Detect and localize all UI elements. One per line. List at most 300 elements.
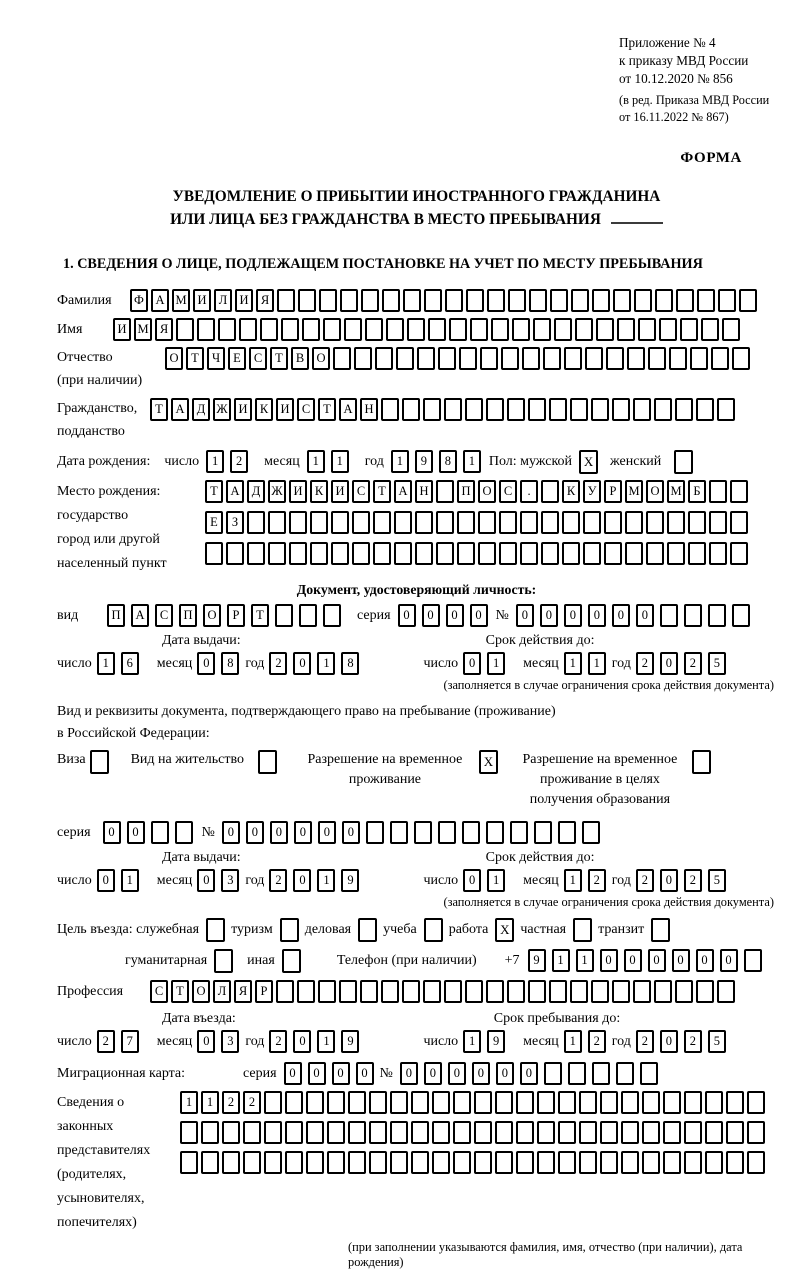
char-cell[interactable]: 1 bbox=[121, 869, 139, 892]
char-cell[interactable]: 0 bbox=[400, 1062, 418, 1085]
char-cell[interactable]: С bbox=[150, 980, 168, 1003]
char-cell[interactable] bbox=[318, 980, 336, 1003]
char-cell[interactable]: 0 bbox=[540, 604, 558, 627]
char-cell[interactable] bbox=[680, 318, 698, 341]
char-cell[interactable] bbox=[510, 821, 528, 844]
char-cell[interactable] bbox=[621, 1121, 639, 1144]
char-cell[interactable]: 2 bbox=[269, 652, 287, 675]
char-cell[interactable]: 2 bbox=[588, 869, 606, 892]
char-cell[interactable]: Ж bbox=[213, 398, 231, 421]
char-cell[interactable]: 0 bbox=[696, 949, 714, 972]
char-cell[interactable] bbox=[688, 542, 706, 565]
char-cell[interactable]: 2 bbox=[684, 869, 702, 892]
char-cell[interactable]: 1 bbox=[206, 450, 224, 473]
char-cell[interactable] bbox=[462, 821, 480, 844]
char-cell[interactable]: 0 bbox=[318, 821, 336, 844]
char-cell[interactable]: М bbox=[625, 480, 643, 503]
char-cell[interactable] bbox=[675, 398, 693, 421]
char-cell[interactable] bbox=[596, 318, 614, 341]
char-cell[interactable]: 0 bbox=[600, 949, 618, 972]
char-cell[interactable]: Т bbox=[318, 398, 336, 421]
char-cell[interactable]: 0 bbox=[342, 821, 360, 844]
char-cell[interactable] bbox=[396, 347, 414, 370]
char-cell[interactable] bbox=[660, 604, 678, 627]
char-cell[interactable] bbox=[544, 1062, 562, 1085]
char-cell[interactable] bbox=[247, 511, 265, 534]
char-cell[interactable]: А bbox=[171, 398, 189, 421]
char-cell[interactable]: 1 bbox=[180, 1091, 198, 1114]
char-cell[interactable]: 0 bbox=[624, 949, 642, 972]
char-cell[interactable] bbox=[507, 398, 525, 421]
char-cell[interactable] bbox=[554, 318, 572, 341]
char-cell[interactable]: Я bbox=[234, 980, 252, 1003]
char-cell[interactable]: 0 bbox=[424, 1062, 442, 1085]
char-cell[interactable] bbox=[340, 289, 358, 312]
char-cell[interactable] bbox=[339, 980, 357, 1003]
char-cell[interactable] bbox=[642, 1121, 660, 1144]
char-cell[interactable] bbox=[558, 1091, 576, 1114]
char-cell[interactable] bbox=[739, 289, 757, 312]
char-cell[interactable] bbox=[520, 542, 538, 565]
char-cell[interactable] bbox=[465, 980, 483, 1003]
char-cell[interactable]: 0 bbox=[564, 604, 582, 627]
char-cell[interactable]: 1 bbox=[576, 949, 594, 972]
char-cell[interactable]: 0 bbox=[446, 604, 464, 627]
char-cell[interactable]: М bbox=[172, 289, 190, 312]
char-cell[interactable] bbox=[541, 480, 559, 503]
char-cell[interactable]: Т bbox=[186, 347, 204, 370]
char-cell[interactable] bbox=[520, 511, 538, 534]
char-cell[interactable]: 0 bbox=[516, 604, 534, 627]
char-cell[interactable]: Ф bbox=[130, 289, 148, 312]
char-cell[interactable] bbox=[302, 318, 320, 341]
char-cell[interactable]: И bbox=[193, 289, 211, 312]
char-cell[interactable] bbox=[360, 980, 378, 1003]
char-cell[interactable] bbox=[277, 289, 295, 312]
char-cell[interactable] bbox=[390, 821, 408, 844]
char-cell[interactable] bbox=[501, 347, 519, 370]
char-cell[interactable] bbox=[390, 1121, 408, 1144]
char-cell[interactable] bbox=[612, 398, 630, 421]
char-cell[interactable]: К bbox=[255, 398, 273, 421]
char-cell[interactable] bbox=[453, 1091, 471, 1114]
char-cell[interactable]: 0 bbox=[520, 1062, 538, 1085]
char-cell[interactable]: 0 bbox=[612, 604, 630, 627]
char-cell[interactable] bbox=[663, 1121, 681, 1144]
char-cell[interactable] bbox=[654, 398, 672, 421]
char-cell[interactable] bbox=[486, 821, 504, 844]
char-cell[interactable] bbox=[239, 318, 257, 341]
char-cell[interactable] bbox=[701, 318, 719, 341]
checkbox-purpose-private[interactable] bbox=[573, 918, 592, 942]
char-cell[interactable] bbox=[403, 289, 421, 312]
char-cell[interactable]: 1 bbox=[487, 652, 505, 675]
char-cell[interactable] bbox=[621, 1151, 639, 1174]
char-cell[interactable]: Р bbox=[255, 980, 273, 1003]
char-cell[interactable] bbox=[613, 289, 631, 312]
char-cell[interactable] bbox=[394, 542, 412, 565]
char-cell[interactable] bbox=[344, 318, 362, 341]
char-cell[interactable] bbox=[705, 1151, 723, 1174]
char-cell[interactable] bbox=[537, 1151, 555, 1174]
char-cell[interactable] bbox=[717, 398, 735, 421]
char-cell[interactable] bbox=[331, 511, 349, 534]
char-cell[interactable]: 1 bbox=[317, 1030, 335, 1053]
char-cell[interactable]: С bbox=[249, 347, 267, 370]
char-cell[interactable]: Б bbox=[688, 480, 706, 503]
char-cell[interactable] bbox=[495, 1151, 513, 1174]
char-cell[interactable] bbox=[264, 1121, 282, 1144]
char-cell[interactable]: 0 bbox=[246, 821, 264, 844]
char-cell[interactable] bbox=[600, 1121, 618, 1144]
char-cell[interactable] bbox=[684, 604, 702, 627]
char-cell[interactable] bbox=[275, 604, 293, 627]
char-cell[interactable]: 0 bbox=[332, 1062, 350, 1085]
char-cell[interactable] bbox=[667, 542, 685, 565]
char-cell[interactable]: 0 bbox=[588, 604, 606, 627]
char-cell[interactable] bbox=[218, 318, 236, 341]
char-cell[interactable] bbox=[415, 542, 433, 565]
char-cell[interactable] bbox=[289, 542, 307, 565]
char-cell[interactable] bbox=[373, 542, 391, 565]
char-cell[interactable]: 1 bbox=[307, 450, 325, 473]
char-cell[interactable] bbox=[201, 1151, 219, 1174]
char-cell[interactable]: 1 bbox=[463, 450, 481, 473]
char-cell[interactable] bbox=[445, 289, 463, 312]
char-cell[interactable] bbox=[528, 398, 546, 421]
char-cell[interactable] bbox=[432, 1121, 450, 1144]
char-cell[interactable] bbox=[352, 511, 370, 534]
char-cell[interactable] bbox=[361, 289, 379, 312]
char-cell[interactable] bbox=[197, 318, 215, 341]
char-cell[interactable]: 0 bbox=[448, 1062, 466, 1085]
char-cell[interactable] bbox=[717, 980, 735, 1003]
char-cell[interactable] bbox=[381, 980, 399, 1003]
char-cell[interactable]: 2 bbox=[269, 1030, 287, 1053]
char-cell[interactable] bbox=[306, 1091, 324, 1114]
char-cell[interactable] bbox=[730, 511, 748, 534]
char-cell[interactable] bbox=[285, 1151, 303, 1174]
char-cell[interactable] bbox=[711, 347, 729, 370]
char-cell[interactable]: 8 bbox=[341, 652, 359, 675]
char-cell[interactable] bbox=[675, 980, 693, 1003]
char-cell[interactable] bbox=[705, 1091, 723, 1114]
char-cell[interactable] bbox=[428, 318, 446, 341]
char-cell[interactable]: В bbox=[291, 347, 309, 370]
char-cell[interactable] bbox=[470, 318, 488, 341]
char-cell[interactable] bbox=[474, 1121, 492, 1144]
char-cell[interactable] bbox=[268, 542, 286, 565]
char-cell[interactable] bbox=[375, 347, 393, 370]
char-cell[interactable] bbox=[407, 318, 425, 341]
char-cell[interactable]: 0 bbox=[293, 1030, 311, 1053]
char-cell[interactable] bbox=[575, 318, 593, 341]
char-cell[interactable]: И bbox=[235, 289, 253, 312]
char-cell[interactable] bbox=[696, 398, 714, 421]
char-cell[interactable] bbox=[558, 1151, 576, 1174]
char-cell[interactable] bbox=[323, 604, 341, 627]
char-cell[interactable]: 0 bbox=[284, 1062, 302, 1085]
char-cell[interactable] bbox=[390, 1091, 408, 1114]
char-cell[interactable] bbox=[453, 1151, 471, 1174]
char-cell[interactable]: А bbox=[394, 480, 412, 503]
char-cell[interactable]: 0 bbox=[103, 821, 121, 844]
char-cell[interactable] bbox=[348, 1091, 366, 1114]
char-cell[interactable] bbox=[373, 511, 391, 534]
char-cell[interactable] bbox=[558, 821, 576, 844]
char-cell[interactable] bbox=[516, 1121, 534, 1144]
char-cell[interactable] bbox=[491, 318, 509, 341]
char-cell[interactable] bbox=[381, 398, 399, 421]
char-cell[interactable] bbox=[571, 289, 589, 312]
char-cell[interactable] bbox=[432, 1151, 450, 1174]
char-cell[interactable] bbox=[708, 604, 726, 627]
char-cell[interactable]: О bbox=[312, 347, 330, 370]
char-cell[interactable]: 0 bbox=[470, 604, 488, 627]
char-cell[interactable] bbox=[495, 1091, 513, 1114]
char-cell[interactable] bbox=[310, 542, 328, 565]
char-cell[interactable] bbox=[487, 289, 505, 312]
char-cell[interactable]: 0 bbox=[463, 869, 481, 892]
char-cell[interactable] bbox=[247, 542, 265, 565]
char-cell[interactable]: 0 bbox=[496, 1062, 514, 1085]
char-cell[interactable] bbox=[436, 542, 454, 565]
char-cell[interactable] bbox=[175, 821, 193, 844]
char-cell[interactable] bbox=[508, 289, 526, 312]
char-cell[interactable] bbox=[568, 1062, 586, 1085]
char-cell[interactable]: П bbox=[107, 604, 125, 627]
char-cell[interactable] bbox=[732, 347, 750, 370]
checkbox-purpose-tourism[interactable] bbox=[280, 918, 299, 942]
char-cell[interactable] bbox=[243, 1121, 261, 1144]
char-cell[interactable]: 2 bbox=[230, 450, 248, 473]
char-cell[interactable]: И bbox=[289, 480, 307, 503]
char-cell[interactable] bbox=[180, 1151, 198, 1174]
char-cell[interactable]: Т bbox=[270, 347, 288, 370]
char-cell[interactable] bbox=[424, 289, 442, 312]
char-cell[interactable] bbox=[243, 1151, 261, 1174]
char-cell[interactable] bbox=[297, 980, 315, 1003]
char-cell[interactable] bbox=[663, 1091, 681, 1114]
char-cell[interactable] bbox=[726, 1091, 744, 1114]
char-cell[interactable]: 0 bbox=[356, 1062, 374, 1085]
char-cell[interactable] bbox=[285, 1091, 303, 1114]
char-cell[interactable] bbox=[411, 1121, 429, 1144]
char-cell[interactable] bbox=[369, 1121, 387, 1144]
char-cell[interactable]: 9 bbox=[528, 949, 546, 972]
char-cell[interactable] bbox=[281, 318, 299, 341]
checkbox-temp-residence-edu[interactable] bbox=[692, 750, 711, 774]
char-cell[interactable] bbox=[444, 398, 462, 421]
char-cell[interactable] bbox=[638, 318, 656, 341]
char-cell[interactable] bbox=[633, 398, 651, 421]
char-cell[interactable]: 7 bbox=[121, 1030, 139, 1053]
char-cell[interactable]: Н bbox=[360, 398, 378, 421]
checkbox-sex-female[interactable] bbox=[674, 450, 693, 474]
char-cell[interactable] bbox=[474, 1091, 492, 1114]
char-cell[interactable] bbox=[543, 347, 561, 370]
char-cell[interactable]: М bbox=[134, 318, 152, 341]
char-cell[interactable] bbox=[648, 347, 666, 370]
char-cell[interactable] bbox=[486, 398, 504, 421]
checkbox-temp-residence[interactable]: X bbox=[479, 750, 498, 774]
char-cell[interactable] bbox=[529, 289, 547, 312]
checkbox-sex-male[interactable]: X bbox=[579, 450, 598, 474]
char-cell[interactable] bbox=[449, 318, 467, 341]
checkbox-purpose-business[interactable] bbox=[358, 918, 377, 942]
char-cell[interactable]: 2 bbox=[97, 1030, 115, 1053]
char-cell[interactable] bbox=[507, 980, 525, 1003]
char-cell[interactable] bbox=[268, 511, 286, 534]
char-cell[interactable]: Ж bbox=[268, 480, 286, 503]
char-cell[interactable] bbox=[726, 1151, 744, 1174]
char-cell[interactable] bbox=[690, 347, 708, 370]
checkbox-purpose-humanitarian[interactable] bbox=[214, 949, 233, 973]
char-cell[interactable]: 2 bbox=[636, 869, 654, 892]
char-cell[interactable] bbox=[534, 821, 552, 844]
char-cell[interactable]: 0 bbox=[472, 1062, 490, 1085]
char-cell[interactable]: 1 bbox=[564, 652, 582, 675]
char-cell[interactable]: Н bbox=[415, 480, 433, 503]
char-cell[interactable] bbox=[453, 1121, 471, 1144]
char-cell[interactable] bbox=[621, 1091, 639, 1114]
char-cell[interactable]: П bbox=[179, 604, 197, 627]
char-cell[interactable]: 1 bbox=[331, 450, 349, 473]
char-cell[interactable] bbox=[366, 821, 384, 844]
char-cell[interactable] bbox=[533, 318, 551, 341]
char-cell[interactable] bbox=[558, 1121, 576, 1144]
char-cell[interactable]: 1 bbox=[588, 652, 606, 675]
char-cell[interactable]: 0 bbox=[720, 949, 738, 972]
char-cell[interactable] bbox=[264, 1151, 282, 1174]
char-cell[interactable] bbox=[684, 1121, 702, 1144]
char-cell[interactable]: Л bbox=[213, 980, 231, 1003]
char-cell[interactable]: С bbox=[297, 398, 315, 421]
char-cell[interactable] bbox=[655, 289, 673, 312]
char-cell[interactable]: З bbox=[226, 511, 244, 534]
char-cell[interactable]: М bbox=[667, 480, 685, 503]
char-cell[interactable] bbox=[722, 318, 740, 341]
char-cell[interactable] bbox=[512, 318, 530, 341]
char-cell[interactable] bbox=[354, 347, 372, 370]
char-cell[interactable] bbox=[606, 347, 624, 370]
char-cell[interactable] bbox=[640, 1062, 658, 1085]
char-cell[interactable]: С bbox=[499, 480, 517, 503]
char-cell[interactable]: А bbox=[151, 289, 169, 312]
char-cell[interactable] bbox=[289, 511, 307, 534]
char-cell[interactable] bbox=[591, 980, 609, 1003]
char-cell[interactable]: 0 bbox=[197, 1030, 215, 1053]
char-cell[interactable] bbox=[436, 480, 454, 503]
char-cell[interactable] bbox=[465, 398, 483, 421]
char-cell[interactable]: 0 bbox=[270, 821, 288, 844]
char-cell[interactable] bbox=[732, 604, 750, 627]
char-cell[interactable] bbox=[730, 480, 748, 503]
char-cell[interactable]: Р bbox=[604, 480, 622, 503]
char-cell[interactable] bbox=[495, 1121, 513, 1144]
char-cell[interactable] bbox=[478, 511, 496, 534]
char-cell[interactable] bbox=[331, 542, 349, 565]
char-cell[interactable] bbox=[562, 542, 580, 565]
char-cell[interactable]: Д bbox=[192, 398, 210, 421]
char-cell[interactable] bbox=[402, 980, 420, 1003]
char-cell[interactable]: 5 bbox=[708, 869, 726, 892]
char-cell[interactable]: 3 bbox=[221, 869, 239, 892]
char-cell[interactable] bbox=[432, 1091, 450, 1114]
char-cell[interactable] bbox=[570, 980, 588, 1003]
char-cell[interactable] bbox=[562, 511, 580, 534]
char-cell[interactable] bbox=[499, 542, 517, 565]
char-cell[interactable] bbox=[579, 1091, 597, 1114]
char-cell[interactable] bbox=[634, 289, 652, 312]
char-cell[interactable]: 0 bbox=[660, 869, 678, 892]
char-cell[interactable] bbox=[480, 347, 498, 370]
char-cell[interactable]: 2 bbox=[684, 652, 702, 675]
char-cell[interactable] bbox=[549, 398, 567, 421]
char-cell[interactable]: Л bbox=[214, 289, 232, 312]
char-cell[interactable] bbox=[617, 318, 635, 341]
char-cell[interactable] bbox=[604, 542, 622, 565]
char-cell[interactable]: С bbox=[352, 480, 370, 503]
char-cell[interactable] bbox=[541, 542, 559, 565]
char-cell[interactable] bbox=[592, 289, 610, 312]
char-cell[interactable] bbox=[260, 318, 278, 341]
char-cell[interactable]: 5 bbox=[708, 652, 726, 675]
char-cell[interactable]: 3 bbox=[221, 1030, 239, 1053]
char-cell[interactable] bbox=[604, 511, 622, 534]
char-cell[interactable]: 8 bbox=[221, 652, 239, 675]
char-cell[interactable] bbox=[642, 1091, 660, 1114]
char-cell[interactable]: У bbox=[583, 480, 601, 503]
char-cell[interactable] bbox=[299, 604, 317, 627]
char-cell[interactable] bbox=[684, 1151, 702, 1174]
char-cell[interactable]: Т bbox=[373, 480, 391, 503]
char-cell[interactable] bbox=[612, 980, 630, 1003]
char-cell[interactable]: 1 bbox=[317, 652, 335, 675]
char-cell[interactable]: 0 bbox=[294, 821, 312, 844]
char-cell[interactable] bbox=[386, 318, 404, 341]
char-cell[interactable] bbox=[579, 1151, 597, 1174]
char-cell[interactable] bbox=[646, 542, 664, 565]
checkbox-visa[interactable] bbox=[90, 750, 109, 774]
char-cell[interactable]: О bbox=[203, 604, 221, 627]
char-cell[interactable] bbox=[365, 318, 383, 341]
char-cell[interactable]: Я bbox=[155, 318, 173, 341]
char-cell[interactable]: 1 bbox=[463, 1030, 481, 1053]
checkbox-purpose-official[interactable] bbox=[206, 918, 225, 942]
char-cell[interactable]: 0 bbox=[672, 949, 690, 972]
char-cell[interactable] bbox=[499, 511, 517, 534]
char-cell[interactable] bbox=[709, 511, 727, 534]
char-cell[interactable] bbox=[436, 511, 454, 534]
char-cell[interactable]: 0 bbox=[127, 821, 145, 844]
char-cell[interactable] bbox=[285, 1121, 303, 1144]
checkbox-residence-permit[interactable] bbox=[258, 750, 277, 774]
char-cell[interactable] bbox=[390, 1151, 408, 1174]
char-cell[interactable]: 8 bbox=[439, 450, 457, 473]
char-cell[interactable] bbox=[570, 398, 588, 421]
char-cell[interactable] bbox=[582, 821, 600, 844]
checkbox-purpose-study[interactable] bbox=[424, 918, 443, 942]
char-cell[interactable]: 5 bbox=[708, 1030, 726, 1053]
char-cell[interactable] bbox=[730, 542, 748, 565]
char-cell[interactable] bbox=[310, 511, 328, 534]
char-cell[interactable] bbox=[327, 1151, 345, 1174]
char-cell[interactable] bbox=[402, 398, 420, 421]
char-cell[interactable]: 2 bbox=[588, 1030, 606, 1053]
char-cell[interactable]: О bbox=[478, 480, 496, 503]
char-cell[interactable] bbox=[747, 1091, 765, 1114]
